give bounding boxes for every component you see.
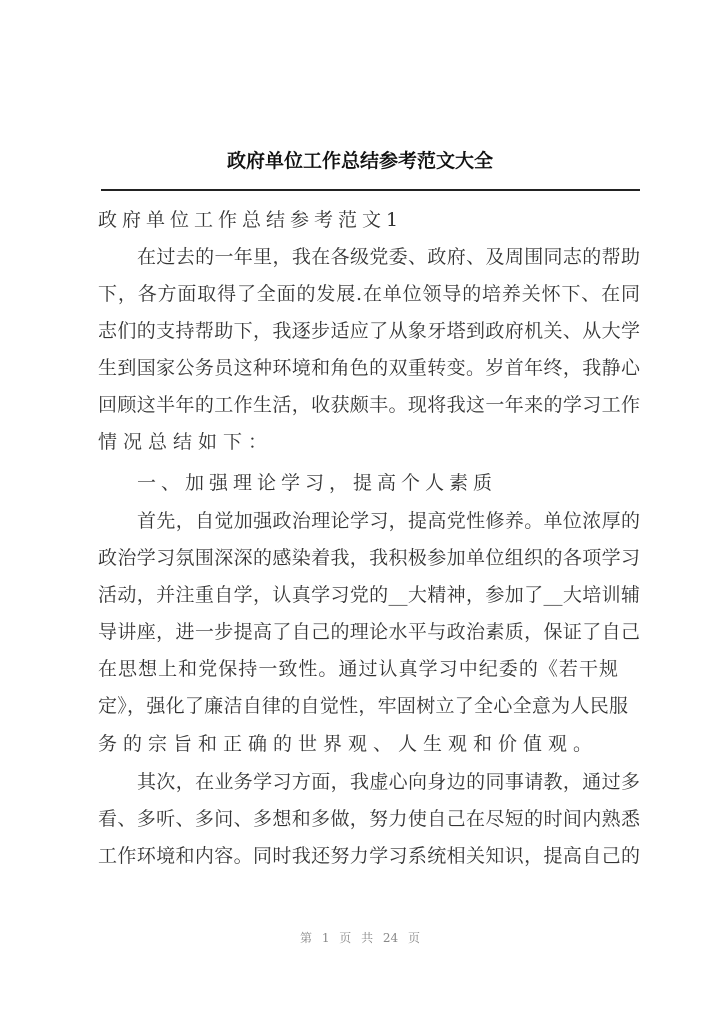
text-line: 导讲座，进一步提高了自己的理论水平与政治素质，保证了自己 (98, 621, 640, 643)
subheading: 政府单位工作总结参考范文1 (98, 209, 404, 231)
text-line: 工作环境和内容。同时我还努力学习系统相关知识，提高自己的 (98, 845, 640, 867)
section-heading: 一、加强理论学习，提高个人素质 (137, 472, 498, 494)
text-line: 下，各方面取得了全面的发展.在单位领导的培养关怀下、在同 (98, 283, 640, 305)
text-line: 在思想上和党保持一致性。通过认真学习中纪委的《若干规 (98, 658, 618, 680)
text-line: 志们的支持帮助下，我逐步适应了从象牙塔到政府机关、从大学 (98, 320, 640, 342)
text-line: 回顾这半年的工作生活，收获颇丰。现将我这一年来的学习工作 (98, 394, 640, 416)
text-line: 情况总结如下： (98, 431, 274, 453)
text-line: 首先，自觉加强政治理论学习，提高党性修养。单位浓厚的 (137, 510, 640, 532)
text-line: 政治学习氛围深深的感染着我，我积极参加单位组织的各项学习 (98, 547, 640, 569)
title-rule (101, 189, 640, 191)
text-line: 定》，强化了廉洁自律的自觉性，牢固树立了全心全意为人民服 (98, 695, 628, 717)
page-footer: 第 1 页 共 24 页 (300, 931, 420, 945)
text-line: 生到国家公务员这种环境和角色的双重转变。岁首年终，我静心 (98, 357, 640, 379)
document-title: 政府单位工作总结参考范文大全 (226, 150, 493, 172)
text-line: 其次，在业务学习方面，我虚心向身边的同事请教，通过多 (137, 771, 640, 793)
text-line: 在过去的一年里，我在各级党委、政府、及周围同志的帮助 (137, 246, 640, 268)
text-line: 活动，并注重自学，认真学习党的__大精神，参加了__大培训辅 (98, 584, 640, 606)
text-line: 看、多听、多问、多想和多做，努力使自己在尽短的时间内熟悉 (98, 808, 640, 830)
text-line: 务的宗旨和正确的世界观、人生观和价值观。 (98, 733, 599, 755)
